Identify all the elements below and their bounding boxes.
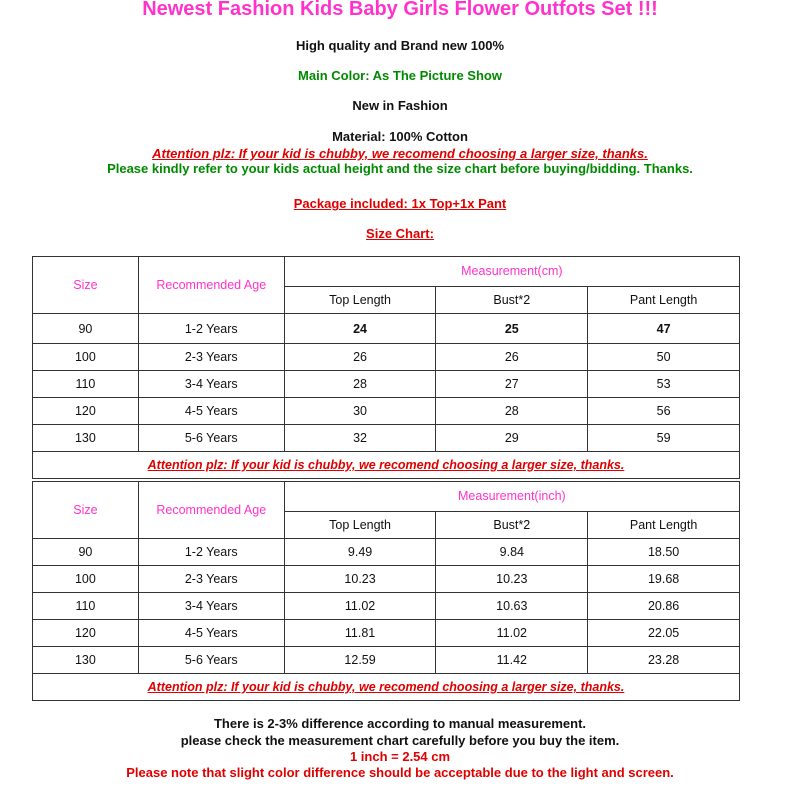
size-cell: 110	[33, 593, 139, 620]
bust-cell: 29	[436, 425, 588, 452]
table-row	[33, 344, 740, 371]
table-row	[33, 314, 740, 344]
bust-cell: 11.02	[436, 620, 588, 647]
table-row	[33, 371, 740, 398]
color-note: Please note that slight color difference should be acceptable due to the light and screen.	[126, 765, 674, 780]
bust-cell: 11.42	[436, 647, 588, 674]
top-cell: 24	[284, 314, 436, 344]
table-row	[33, 566, 740, 593]
material-text: Material: 100% Cotton	[332, 129, 468, 144]
size-chart-label: Size Chart:	[366, 226, 434, 241]
table-row	[33, 398, 740, 425]
inch-conversion: 1 inch = 2.54 cm	[349, 749, 451, 764]
pant-cell: 56	[588, 398, 740, 425]
page-title: Newest Fashion Kids Baby Girls Flower Outfots Set !!!	[142, 0, 658, 20]
measurement-header: Measurement(inch)	[284, 482, 739, 512]
attention-row: Attention plz: If your kid is chubby, we recomend choosing a larger size, thanks.	[33, 674, 740, 701]
size-cell: 90	[33, 314, 139, 344]
table-row	[33, 425, 740, 452]
age-cell: 3-4 Years	[138, 371, 284, 398]
age-cell: 4-5 Years	[138, 620, 284, 647]
pant-cell: 47	[588, 314, 740, 344]
attention-note: Attention plz: If your kid is chubby, we recomend choosing a larger size, thanks.	[152, 146, 648, 161]
size-cell: 130	[33, 425, 139, 452]
size-header: Size	[33, 482, 139, 539]
new-in-text: New in Fashion	[352, 98, 448, 113]
top-cell: 10.23	[284, 566, 436, 593]
measurement-header: Measurement(cm)	[284, 257, 739, 287]
pant-cell: 20.86	[588, 593, 740, 620]
refer-note: Please kindly refer to your kids actual height and the size chart before buying/bidding. Thanks.	[107, 161, 693, 176]
table-row	[33, 593, 740, 620]
bust-header: Bust*2	[436, 511, 588, 538]
difference-note: There is 2-3% difference according to manual measurement.	[213, 716, 587, 731]
top-cell: 12.59	[284, 647, 436, 674]
attention-row: Attention plz: If your kid is chubby, we recomend choosing a larger size, thanks.	[33, 452, 740, 479]
pant-cell: 22.05	[588, 620, 740, 647]
main-color-text: Main Color: As The Picture Show	[298, 68, 502, 83]
size-cell: 120	[33, 398, 139, 425]
pant-cell: 53	[588, 371, 740, 398]
age-cell: 2-3 Years	[138, 566, 284, 593]
size-cell: 90	[33, 539, 139, 566]
age-cell: 5-6 Years	[138, 425, 284, 452]
table-row	[33, 620, 740, 647]
pant-cell: 18.50	[588, 539, 740, 566]
top-cell: 9.49	[284, 539, 436, 566]
top-cell: 32	[284, 425, 436, 452]
top-cell: 11.81	[284, 620, 436, 647]
bust-cell: 28	[436, 398, 588, 425]
pant-length-header: Pant Length	[588, 286, 740, 313]
age-cell: 2-3 Years	[138, 344, 284, 371]
pant-cell: 23.28	[588, 647, 740, 674]
size-cell: 120	[33, 620, 139, 647]
bust-cell: 25	[436, 314, 588, 344]
size-cell: 100	[33, 344, 139, 371]
age-cell: 4-5 Years	[138, 398, 284, 425]
age-header: Recommended Age	[138, 482, 284, 539]
top-cell: 26	[284, 344, 436, 371]
table-row	[33, 539, 740, 566]
bust-cell: 27	[436, 371, 588, 398]
top-length-header: Top Length	[284, 511, 436, 538]
size-table-inch	[32, 481, 740, 701]
bust-cell: 10.63	[436, 593, 588, 620]
top-length-header: Top Length	[284, 286, 436, 313]
age-cell: 1-2 Years	[138, 539, 284, 566]
pant-cell: 50	[588, 344, 740, 371]
size-header: Size	[33, 257, 139, 314]
top-cell: 11.02	[284, 593, 436, 620]
bust-cell: 26	[436, 344, 588, 371]
table-row	[33, 647, 740, 674]
bust-header: Bust*2	[436, 286, 588, 313]
age-cell: 3-4 Years	[138, 593, 284, 620]
pant-length-header: Pant Length	[588, 511, 740, 538]
bust-cell: 10.23	[436, 566, 588, 593]
size-table-cm	[32, 256, 740, 479]
check-note: please check the measurement chart carefully before you buy the item.	[180, 733, 620, 748]
age-cell: 1-2 Years	[138, 314, 284, 344]
pant-cell: 59	[588, 425, 740, 452]
bust-cell: 9.84	[436, 539, 588, 566]
size-cell: 100	[33, 566, 139, 593]
age-header: Recommended Age	[138, 257, 284, 314]
age-cell: 5-6 Years	[138, 647, 284, 674]
size-cell: 130	[33, 647, 139, 674]
top-cell: 28	[284, 371, 436, 398]
size-cell: 110	[33, 371, 139, 398]
package-text: Package included: 1x Top+1x Pant	[293, 196, 507, 211]
quality-text: High quality and Brand new 100%	[295, 38, 505, 53]
top-cell: 30	[284, 398, 436, 425]
pant-cell: 19.68	[588, 566, 740, 593]
